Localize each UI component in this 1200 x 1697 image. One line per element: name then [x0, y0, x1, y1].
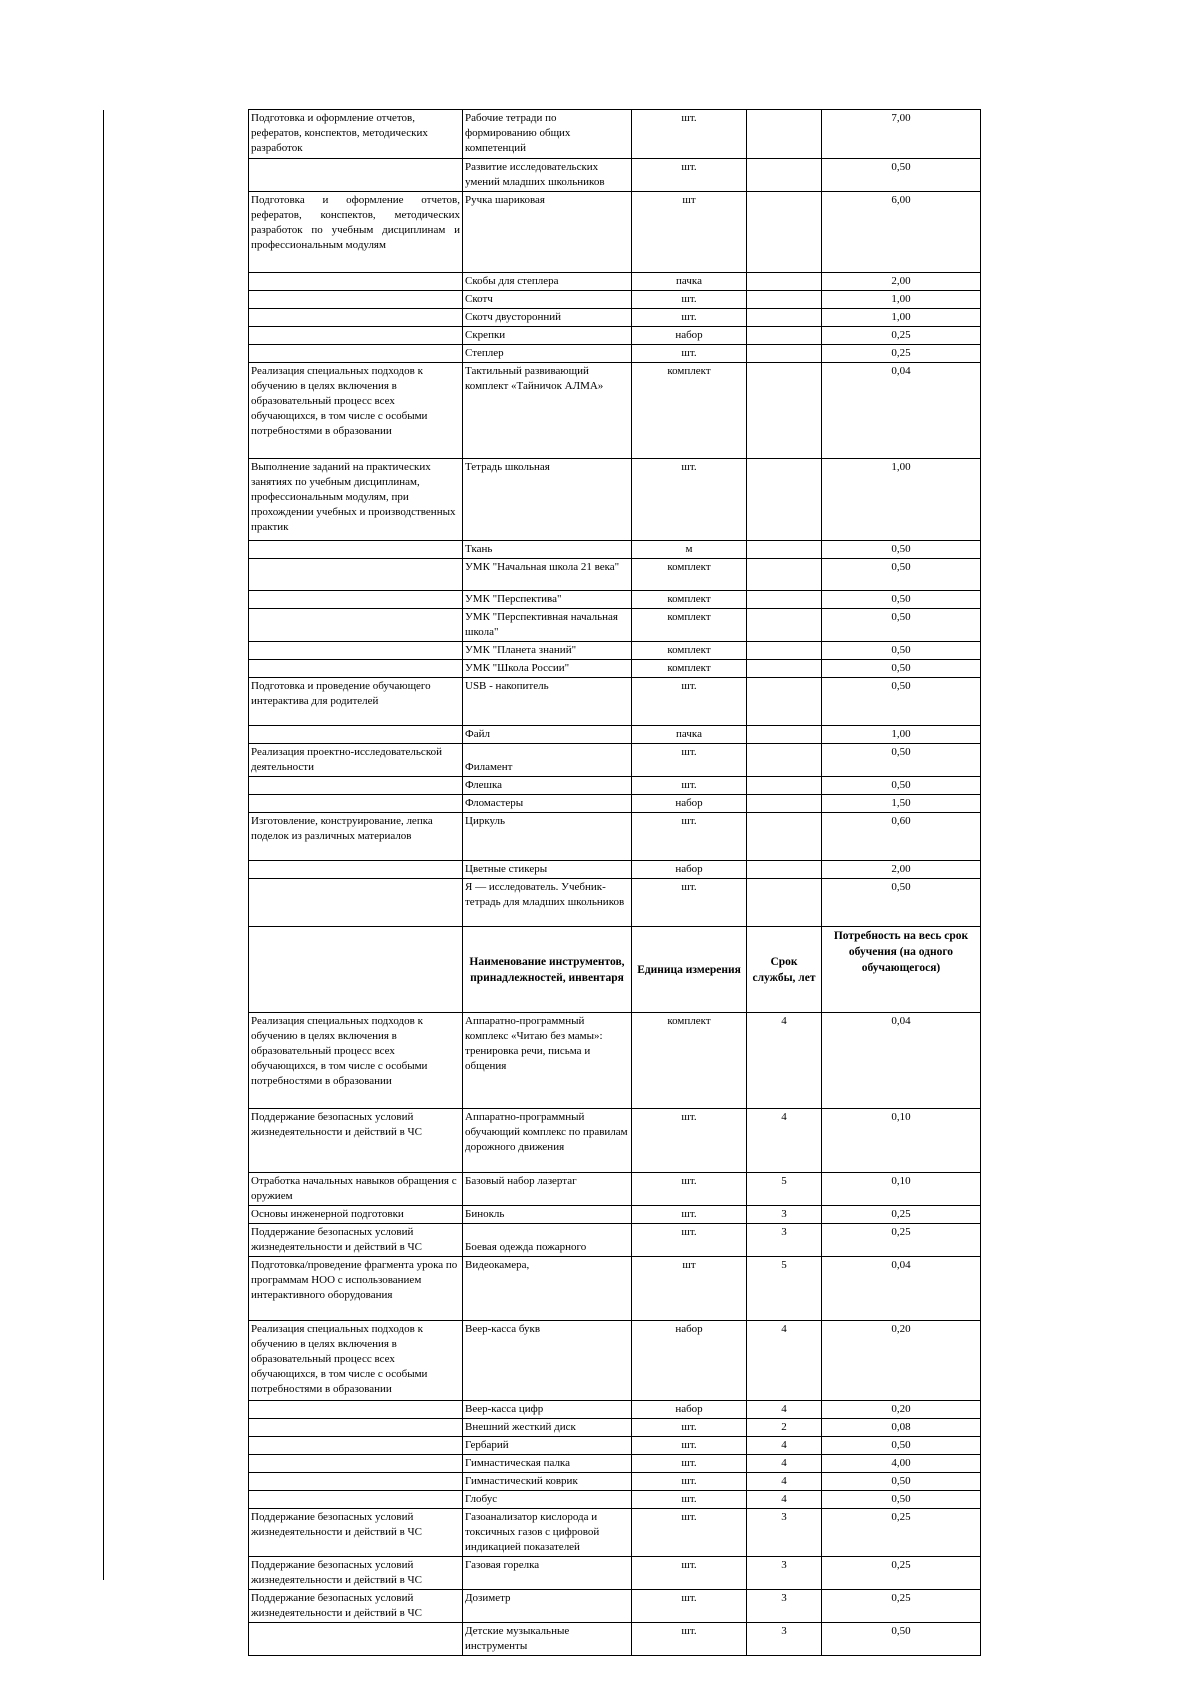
item-name-cell: Тетрадь школьная	[463, 459, 632, 541]
item-name-cell: Развитие исследовательских умений младших школьников	[463, 159, 632, 192]
activity-cell: Подготовка и оформление отчетов, рефератов, конспектов, методических разработок по учебным дисциплинам и профессиональным модулям	[249, 192, 463, 273]
item-name-cell: Дозиметр	[463, 1590, 632, 1623]
item-name-cell: Скотч двусторонний	[463, 309, 632, 327]
activity-cell: Поддержание безопасных условий жизнедеятельности и действий в ЧС	[249, 1224, 463, 1257]
unit-cell: шт.	[632, 159, 747, 192]
item-name-cell: УМК "Начальная школа 21 века"	[463, 559, 632, 591]
service-life-cell: 4	[747, 1013, 822, 1109]
item-name-cell: Скрепки	[463, 327, 632, 345]
service-life-cell	[747, 363, 822, 459]
service-life-cell	[747, 813, 822, 861]
unit-cell: шт.	[632, 813, 747, 861]
service-life-cell	[747, 192, 822, 273]
quantity-cell: 0,25	[822, 1590, 981, 1623]
table-row	[249, 1455, 981, 1473]
unit-cell: шт.	[632, 1437, 747, 1455]
quantity-cell: 2,00	[822, 273, 981, 291]
item-name-cell: Ручка шариковая	[463, 192, 632, 273]
service-life-cell	[747, 678, 822, 726]
quantity-cell: 0,04	[822, 1013, 981, 1109]
service-life-cell	[747, 777, 822, 795]
service-life-cell: 3	[747, 1224, 822, 1257]
service-life-cell	[747, 327, 822, 345]
unit-cell: набор	[632, 861, 747, 879]
activity-cell: Поддержание безопасных условий жизнедеятельности и действий в ЧС	[249, 1590, 463, 1623]
item-name-cell: Аппаратно-программный комплекс «Читаю без мамы»: тренировка речи, письма и общения	[463, 1013, 632, 1109]
service-life-cell	[747, 291, 822, 309]
table-row	[249, 1509, 981, 1557]
quantity-cell: 0,04	[822, 1257, 981, 1321]
table-row	[249, 541, 981, 559]
table-row	[249, 1224, 981, 1257]
activity-cell	[249, 795, 463, 813]
unit-cell: шт.	[632, 879, 747, 927]
activity-cell: Поддержание безопасных условий жизнедеятельности и действий в ЧС	[249, 1509, 463, 1557]
activity-cell	[249, 591, 463, 609]
service-life-cell: 4	[747, 1491, 822, 1509]
unit-cell: шт.	[632, 1206, 747, 1224]
item-name-cell: Ткань	[463, 541, 632, 559]
activity-cell	[249, 777, 463, 795]
activity-cell	[249, 1473, 463, 1491]
unit-cell: комплект	[632, 591, 747, 609]
activity-cell	[249, 559, 463, 591]
quantity-cell: 7,00	[822, 110, 981, 159]
item-name-cell: Аппаратно-программный обучающий комплекс по правилам дорожного движения	[463, 1109, 632, 1173]
unit-cell: шт.	[632, 110, 747, 159]
quantity-cell: 0,50	[822, 541, 981, 559]
table-row	[249, 1173, 981, 1206]
activity-cell	[249, 642, 463, 660]
table-row	[249, 660, 981, 678]
unit-cell: шт.	[632, 459, 747, 541]
equipment-table	[248, 109, 981, 1656]
unit-cell: шт.	[632, 1419, 747, 1437]
item-name-cell: Я — исследователь. Учебник-тетрадь для младших школьников	[463, 879, 632, 927]
item-name-cell: УМК "Перспективная начальная школа"	[463, 609, 632, 642]
item-name-cell: Веер-касса букв	[463, 1321, 632, 1401]
quantity-cell: 1,00	[822, 726, 981, 744]
service-life-cell	[747, 642, 822, 660]
quantity-cell: 0,50	[822, 660, 981, 678]
table-header-row	[249, 927, 981, 1013]
activity-cell	[249, 273, 463, 291]
unit-cell: шт.	[632, 1224, 747, 1257]
service-life-cell	[747, 795, 822, 813]
item-name-cell: Флешка	[463, 777, 632, 795]
quantity-cell: 1,00	[822, 291, 981, 309]
activity-cell	[249, 1491, 463, 1509]
unit-cell: м	[632, 541, 747, 559]
table-row	[249, 744, 981, 777]
quantity-cell: 0,50	[822, 1437, 981, 1455]
activity-cell: Поддержание безопасных условий жизнедеятельности и действий в ЧС	[249, 1109, 463, 1173]
service-life-cell	[747, 609, 822, 642]
table-row	[249, 1590, 981, 1623]
quantity-cell: 4,00	[822, 1455, 981, 1473]
item-name-cell: Боевая одежда пожарного	[463, 1224, 632, 1257]
quantity-cell: 0,20	[822, 1401, 981, 1419]
unit-cell: комплект	[632, 1013, 747, 1109]
unit-cell: шт.	[632, 309, 747, 327]
table-row	[249, 591, 981, 609]
activity-cell	[249, 327, 463, 345]
unit-cell: шт.	[632, 1173, 747, 1206]
unit-cell: шт.	[632, 1590, 747, 1623]
unit-cell: шт.	[632, 744, 747, 777]
quantity-cell: 0,08	[822, 1419, 981, 1437]
service-life-cell	[747, 591, 822, 609]
item-name-cell: Филамент	[463, 744, 632, 777]
unit-cell: комплект	[632, 660, 747, 678]
activity-cell	[249, 309, 463, 327]
activity-cell: Выполнение заданий на практических занятиях по учебным дисциплинам, профессиональным модулям, при прохождении учебных и производственных практик	[249, 459, 463, 541]
page-margin-rule	[103, 110, 104, 1580]
table-row	[249, 777, 981, 795]
activity-cell: Отработка начальных навыков обращения с оружием	[249, 1173, 463, 1206]
item-name-cell: Газовая горелка	[463, 1557, 632, 1590]
unit-cell: шт.	[632, 1557, 747, 1590]
item-name-cell: Рабочие тетради по формированию общих компетенций	[463, 110, 632, 159]
unit-cell: набор	[632, 1401, 747, 1419]
activity-cell: Изготовление, конструирование, лепка поделок из различных материалов	[249, 813, 463, 861]
table-row	[249, 1401, 981, 1419]
service-life-cell: 3	[747, 1509, 822, 1557]
unit-cell: шт.	[632, 1491, 747, 1509]
quantity-cell: 1,00	[822, 459, 981, 541]
unit-cell: шт.	[632, 291, 747, 309]
service-life-cell	[747, 861, 822, 879]
quantity-cell: 0,50	[822, 1623, 981, 1656]
quantity-cell: 1,00	[822, 309, 981, 327]
quantity-cell: 2,00	[822, 861, 981, 879]
item-name-cell: Гимнастический коврик	[463, 1473, 632, 1491]
activity-cell: Подготовка и проведение обучающего интерактива для родителей	[249, 678, 463, 726]
unit-cell: комплект	[632, 363, 747, 459]
table-row	[249, 726, 981, 744]
table-row	[249, 1491, 981, 1509]
activity-cell: Основы инженерной подготовки	[249, 1206, 463, 1224]
tools-section	[249, 1013, 981, 1656]
header-name-cell: Наименование инструментов, принадлежностей, инвентаря	[463, 927, 632, 1013]
service-life-cell: 4	[747, 1455, 822, 1473]
activity-cell: Реализация специальных подходов к обучению в целях включения в образовательный процесс всех обучающихся, в том числе с особыми потребностями в образовании	[249, 1321, 463, 1401]
service-life-cell	[747, 273, 822, 291]
service-life-cell	[747, 541, 822, 559]
table-row	[249, 1419, 981, 1437]
service-life-cell	[747, 110, 822, 159]
table-row	[249, 1473, 981, 1491]
table-row	[249, 192, 981, 273]
activity-cell	[249, 879, 463, 927]
activity-cell: Реализация специальных подходов к обучению в целях включения в образовательный процесс всех обучающихся, в том числе с особыми потребностями в образовании	[249, 1013, 463, 1109]
table-row	[249, 1013, 981, 1109]
item-name-cell: Бинокль	[463, 1206, 632, 1224]
quantity-cell: 0,20	[822, 1321, 981, 1401]
table-row	[249, 1206, 981, 1224]
activity-cell: Подготовка и оформление отчетов, рефератов, конспектов, методических разработок	[249, 110, 463, 159]
service-life-cell: 4	[747, 1401, 822, 1419]
item-name-cell: Степлер	[463, 345, 632, 363]
table-row	[249, 609, 981, 642]
activity-cell	[249, 1437, 463, 1455]
activity-cell: Подготовка/проведение фрагмента урока по программам НОО с использованием интерактивного оборудования	[249, 1257, 463, 1321]
header-unit-cell: Единица измерения	[632, 927, 747, 1013]
unit-cell: комплект	[632, 642, 747, 660]
quantity-cell: 0,50	[822, 879, 981, 927]
table-row	[249, 110, 981, 159]
quantity-cell: 6,00	[822, 192, 981, 273]
service-life-cell	[747, 345, 822, 363]
item-name-cell: Фломастеры	[463, 795, 632, 813]
quantity-cell: 0,60	[822, 813, 981, 861]
unit-cell: пачка	[632, 273, 747, 291]
service-life-cell	[747, 159, 822, 192]
item-name-cell: Циркуль	[463, 813, 632, 861]
activity-cell	[249, 541, 463, 559]
quantity-cell: 0,25	[822, 345, 981, 363]
service-life-cell	[747, 309, 822, 327]
unit-cell: шт	[632, 192, 747, 273]
quantity-cell: 0,50	[822, 559, 981, 591]
activity-cell	[249, 609, 463, 642]
unit-cell: шт.	[632, 1509, 747, 1557]
item-name-cell: УМК "Планета знаний"	[463, 642, 632, 660]
activity-cell	[249, 291, 463, 309]
service-life-cell: 2	[747, 1419, 822, 1437]
item-name-cell: Гимнастическая палка	[463, 1455, 632, 1473]
item-name-cell: Газоанализатор кислорода и токсичных газов с цифровой индикацией показателей	[463, 1509, 632, 1557]
table-row	[249, 1437, 981, 1455]
unit-cell: набор	[632, 795, 747, 813]
unit-cell: шт.	[632, 777, 747, 795]
service-life-cell	[747, 559, 822, 591]
unit-cell: пачка	[632, 726, 747, 744]
unit-cell: шт.	[632, 1109, 747, 1173]
materials-section	[249, 110, 981, 927]
table-row	[249, 861, 981, 879]
table-row	[249, 813, 981, 861]
quantity-cell: 0,50	[822, 777, 981, 795]
header-need-cell: Потребность на весь срок обучения (на одного обучающегося)	[822, 927, 981, 1013]
activity-cell	[249, 1419, 463, 1437]
activity-cell	[249, 660, 463, 678]
table-row	[249, 345, 981, 363]
unit-cell: шт.	[632, 345, 747, 363]
table-row	[249, 273, 981, 291]
service-life-cell: 4	[747, 1109, 822, 1173]
quantity-cell: 0,50	[822, 591, 981, 609]
activity-cell	[249, 726, 463, 744]
service-life-cell	[747, 660, 822, 678]
item-name-cell: Базовый набор лазертаг	[463, 1173, 632, 1206]
item-name-cell: Глобус	[463, 1491, 632, 1509]
table-row	[249, 795, 981, 813]
quantity-cell: 0,50	[822, 1473, 981, 1491]
table-row	[249, 159, 981, 192]
tools-header-section	[249, 927, 981, 1013]
item-name-cell: USB - накопитель	[463, 678, 632, 726]
activity-cell: Поддержание безопасных условий жизнедеятельности и действий в ЧС	[249, 1557, 463, 1590]
unit-cell: шт.	[632, 1455, 747, 1473]
quantity-cell: 0,10	[822, 1173, 981, 1206]
table-row	[249, 678, 981, 726]
quantity-cell: 0,50	[822, 609, 981, 642]
table-row	[249, 1557, 981, 1590]
quantity-cell: 0,10	[822, 1109, 981, 1173]
table-row	[249, 1257, 981, 1321]
quantity-cell: 0,25	[822, 327, 981, 345]
quantity-cell: 0,50	[822, 744, 981, 777]
item-name-cell: Видеокамера,	[463, 1257, 632, 1321]
item-name-cell: УМК "Перспектива"	[463, 591, 632, 609]
header-term-cell: Срок службы, лет	[747, 927, 822, 1013]
unit-cell: шт.	[632, 1473, 747, 1491]
table-row	[249, 1623, 981, 1656]
activity-cell: Реализация проектно-исследовательской деятельности	[249, 744, 463, 777]
unit-cell: шт	[632, 1257, 747, 1321]
unit-cell: комплект	[632, 609, 747, 642]
item-name-cell: Цветные стикеры	[463, 861, 632, 879]
table-row	[249, 291, 981, 309]
service-life-cell: 5	[747, 1257, 822, 1321]
table-row	[249, 309, 981, 327]
item-name-cell: Файл	[463, 726, 632, 744]
service-life-cell: 3	[747, 1590, 822, 1623]
table-row	[249, 327, 981, 345]
quantity-cell: 0,25	[822, 1557, 981, 1590]
unit-cell: комплект	[632, 559, 747, 591]
unit-cell: набор	[632, 327, 747, 345]
service-life-cell: 4	[747, 1437, 822, 1455]
service-life-cell: 4	[747, 1321, 822, 1401]
table-row	[249, 459, 981, 541]
quantity-cell: 0,50	[822, 678, 981, 726]
quantity-cell: 0,50	[822, 159, 981, 192]
activity-cell	[249, 1623, 463, 1656]
header-activity-cell	[249, 927, 463, 1013]
item-name-cell: Внешний жесткий диск	[463, 1419, 632, 1437]
unit-cell: набор	[632, 1321, 747, 1401]
quantity-cell: 0,25	[822, 1206, 981, 1224]
table-row	[249, 363, 981, 459]
quantity-cell: 0,50	[822, 642, 981, 660]
activity-cell	[249, 1455, 463, 1473]
service-life-cell: 3	[747, 1206, 822, 1224]
item-name-cell: Скобы для степлера	[463, 273, 632, 291]
item-name-cell: Скотч	[463, 291, 632, 309]
unit-cell: шт.	[632, 1623, 747, 1656]
service-life-cell	[747, 744, 822, 777]
service-life-cell	[747, 879, 822, 927]
service-life-cell: 3	[747, 1623, 822, 1656]
quantity-cell: 0,04	[822, 363, 981, 459]
service-life-cell	[747, 459, 822, 541]
service-life-cell: 3	[747, 1557, 822, 1590]
quantity-cell: 1,50	[822, 795, 981, 813]
quantity-cell: 0,50	[822, 1491, 981, 1509]
item-name-cell: УМК "Школа России"	[463, 660, 632, 678]
activity-cell	[249, 1401, 463, 1419]
table-row	[249, 642, 981, 660]
item-name-cell: Веер-касса цифр	[463, 1401, 632, 1419]
service-life-cell: 5	[747, 1173, 822, 1206]
activity-cell	[249, 159, 463, 192]
quantity-cell: 0,25	[822, 1509, 981, 1557]
activity-cell	[249, 861, 463, 879]
table-row	[249, 1109, 981, 1173]
activity-cell	[249, 345, 463, 363]
table-row	[249, 1321, 981, 1401]
item-name-cell: Гербарий	[463, 1437, 632, 1455]
table-row	[249, 559, 981, 591]
item-name-cell: Тактильный развивающий комплект «Тайничок АЛМА»	[463, 363, 632, 459]
activity-cell: Реализация специальных подходов к обучению в целях включения в образовательный процесс всех обучающихся, в том числе с особыми потребностями в образовании	[249, 363, 463, 459]
unit-cell: шт.	[632, 678, 747, 726]
service-life-cell: 4	[747, 1473, 822, 1491]
item-name-cell: Детские музыкальные инструменты	[463, 1623, 632, 1656]
table-row	[249, 879, 981, 927]
quantity-cell: 0,25	[822, 1224, 981, 1257]
service-life-cell	[747, 726, 822, 744]
